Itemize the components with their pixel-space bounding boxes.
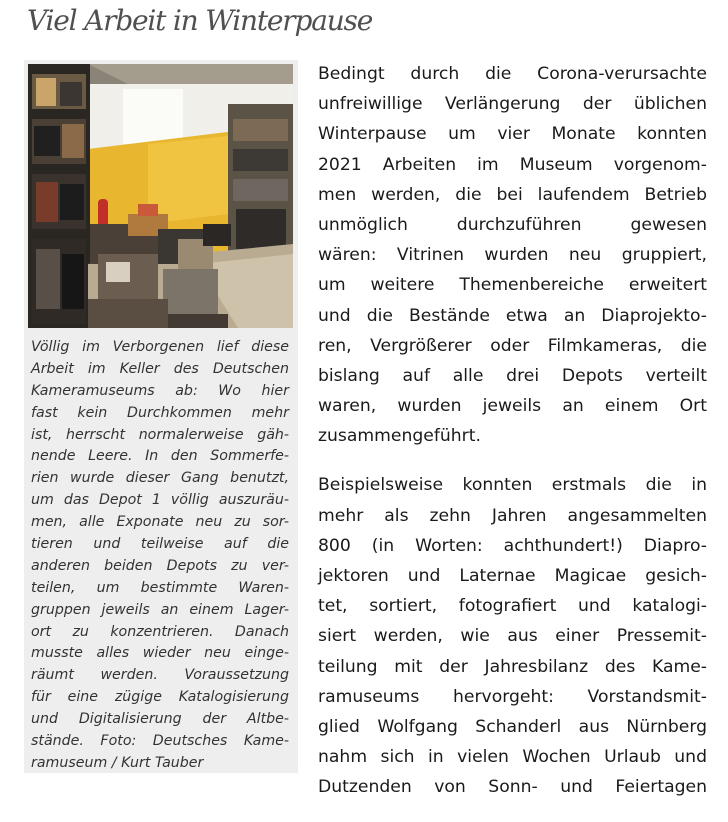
- paragraph-1: [318, 59, 707, 451]
- photo-caption: [31, 337, 289, 775]
- caption-line: für eine zügige Katalogisierung: [31, 689, 289, 706]
- body-line: unfreiwillige Verlängerung der üblichen: [318, 94, 707, 115]
- body-line: unmöglich durchzuführen gewesen: [318, 214, 707, 235]
- article-title: Viel Arbeit in Winterpause: [27, 4, 373, 37]
- body-line: 800 (in Worten: achthundert!) Diapro-: [318, 535, 707, 556]
- body-line: nahm sich in vielen Wochen Urlaub und: [318, 747, 707, 768]
- caption-line: teilen, um bestimmte Waren-: [31, 579, 289, 596]
- body-line: um weitere Themenbereiche erweitert: [318, 275, 707, 296]
- caption-line: musste alles wieder neu einge-: [31, 645, 289, 662]
- body-line: mehr als zehn Jahren angesammelten: [318, 505, 707, 526]
- body-line: siert werden, wie aus einer Pressemit-: [318, 626, 707, 647]
- body-line: zusammengeführt.: [318, 426, 481, 447]
- body-line: ren, Vergrößerer oder Filmkameras, die: [318, 335, 707, 356]
- body-line: glied Wolfgang Schanderl aus Nürnberg: [318, 716, 707, 737]
- caption-line: stände. Foto: Deutsches Kame-: [31, 733, 289, 750]
- caption-line: ist, herrscht normalerweise gäh-: [31, 426, 289, 443]
- body-line: tet, sortiert, fotografiert und katalogi-: [318, 596, 707, 617]
- photo-figure: [24, 60, 298, 773]
- caption-line: men, alle Exponate neu zu sor-: [31, 514, 289, 531]
- caption-line: räumt werden. Voraussetzung: [31, 667, 289, 684]
- body-line: waren, wurden jeweils an einem Ort: [318, 396, 707, 417]
- body-line: Winterpause um vier Monate konnten: [318, 124, 707, 145]
- caption-line: rien wurde dieser Gang benutzt,: [31, 470, 289, 487]
- body-line: und die Bestände etwa an Diaprojekto-: [318, 305, 707, 326]
- body-line: Beispielsweise konnten erstmals die in: [318, 475, 707, 496]
- body-line: Bedingt durch die Corona-verursachte: [318, 64, 707, 84]
- caption-line: und Digitalisierung der Altbe-: [31, 711, 289, 728]
- caption-line: tieren und teilweise auf die: [31, 536, 289, 553]
- caption-line: Kameramuseums ab: Wo hier: [31, 382, 289, 399]
- body-line: teilung mit der Jahresbilanz des Kame-: [318, 656, 707, 677]
- caption-line: gruppen jeweils an einem Lager-: [31, 601, 289, 618]
- caption-line: fast kein Durchkommen mehr: [31, 404, 289, 421]
- depot-photo: [28, 64, 293, 328]
- caption-line: ort zu konzentrieren. Danach: [31, 623, 289, 640]
- body-line: jektoren und Laternae Magicae gesich-: [318, 566, 707, 586]
- body-line: bislang auf alle drei Depots verteilt: [318, 365, 707, 386]
- body-line: men werden, die bei laufendem Betrieb: [318, 184, 707, 205]
- article-body: [318, 59, 707, 822]
- caption-line: anderen beiden Depots zu ver-: [31, 557, 289, 574]
- caption-line: ramuseum / Kurt Tauber: [31, 754, 204, 771]
- caption-line: Arbeit im Keller des Deutschen: [31, 360, 289, 377]
- body-line: wären: Vitrinen wurden neu gruppiert,: [318, 245, 707, 266]
- paragraph-2: [318, 470, 707, 802]
- body-line: 2021 Arbeiten im Museum vorgenom-: [318, 154, 707, 175]
- body-line: Dutzenden von Sonn- und Feiertagen: [318, 777, 707, 798]
- caption-line: nende Leere. In den Sommerfe-: [31, 448, 289, 465]
- body-line: ramuseums hervorgeht: Vorstandsmit-: [318, 686, 707, 707]
- caption-line: um das Depot 1 völlig auszuräu-: [31, 492, 289, 509]
- caption-line: Völlig im Verborgenen lief diese: [31, 339, 289, 355]
